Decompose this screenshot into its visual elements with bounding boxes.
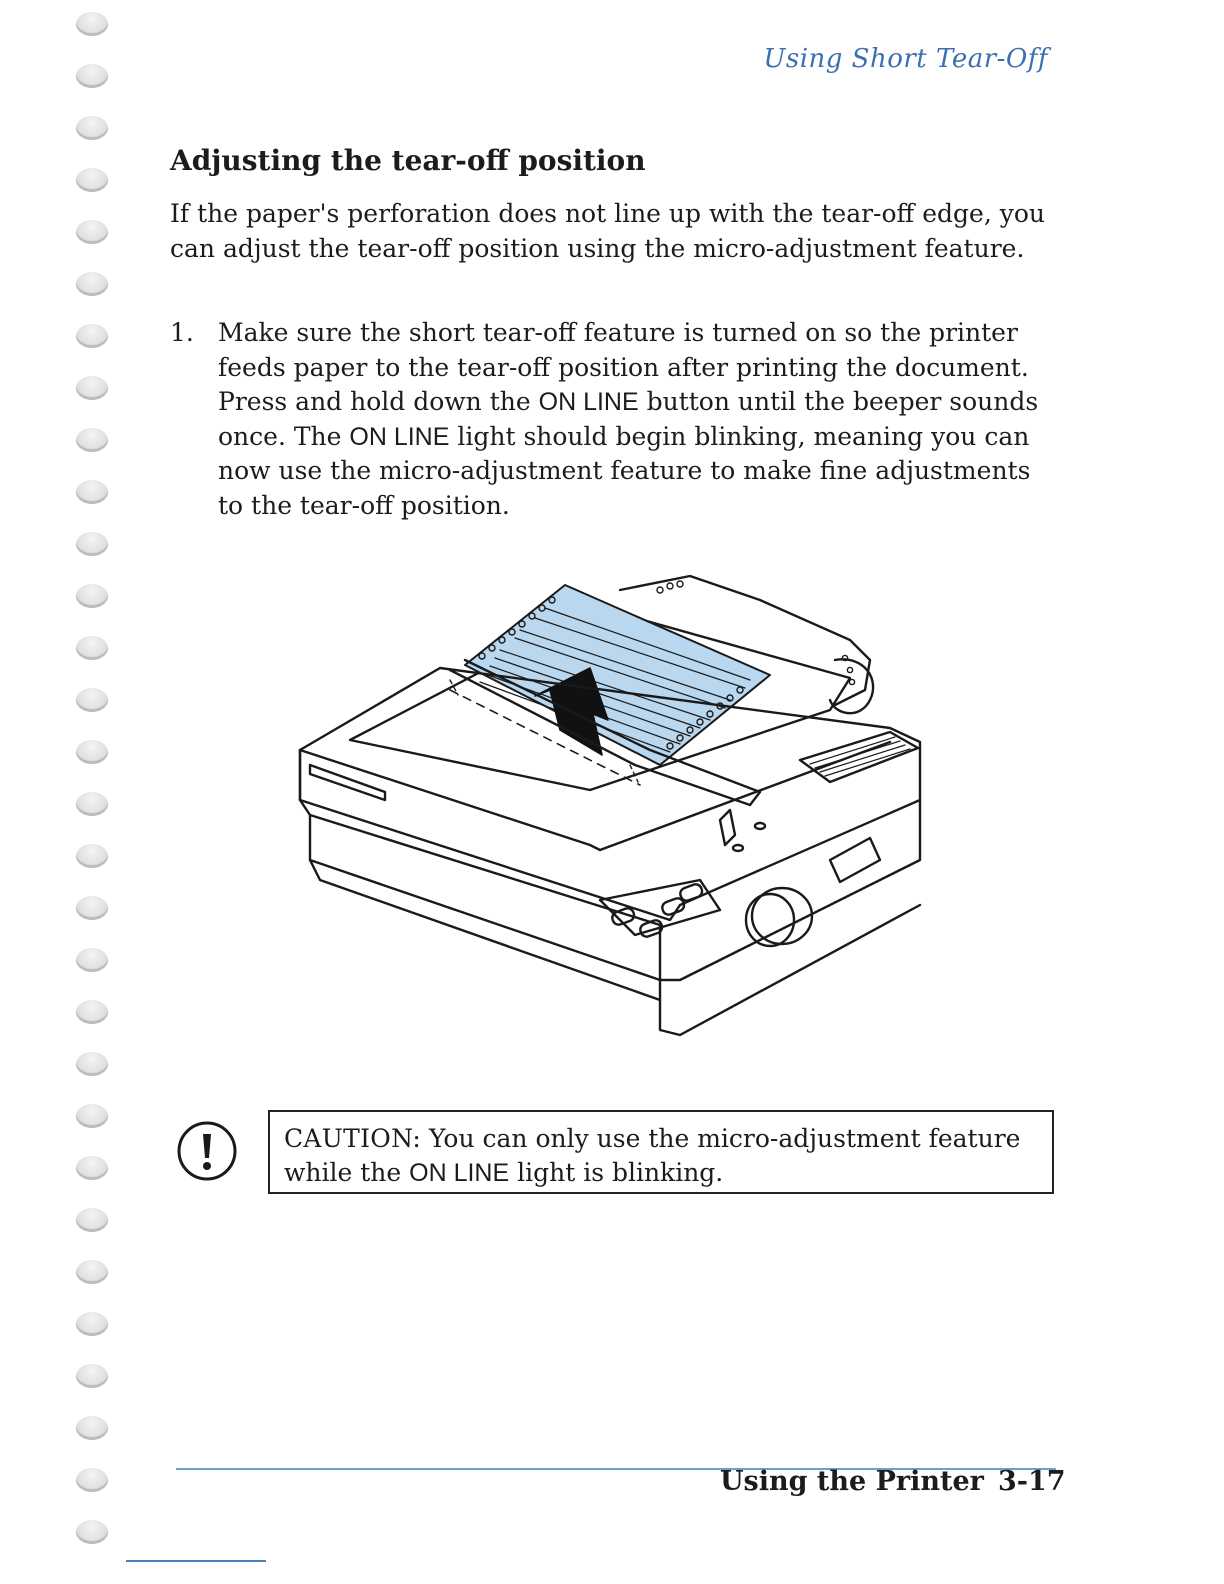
scan-edge-line xyxy=(126,1560,266,1562)
caution-text: You can only use the micro-adjustment feature while the xyxy=(284,1124,1021,1187)
binding-hole xyxy=(76,12,108,36)
printer-illustration xyxy=(290,560,930,1040)
binding-hole xyxy=(76,948,108,972)
binding-hole xyxy=(76,844,108,868)
step-text xyxy=(218,316,1050,523)
caution-text: light is blinking. xyxy=(509,1158,724,1187)
binding-hole xyxy=(76,1052,108,1076)
paper-sheet xyxy=(465,585,770,765)
binding-hole xyxy=(76,1312,108,1336)
intro-paragraph: If the paper's perforation does not line up with the tear-off edge, you can adjust the tear-off position using the micro-adjustment feature. xyxy=(170,199,1046,263)
spiral-binding xyxy=(76,12,112,1572)
step-text-part: light should begin blinking, meaning you can now use the micro-adjustment feature to make fine adjustments to the tear-off position. xyxy=(218,421,1031,520)
binding-hole xyxy=(76,740,108,764)
binding-hole xyxy=(76,896,108,920)
binding-hole xyxy=(76,64,108,88)
binding-hole xyxy=(76,428,108,452)
binding-hole xyxy=(76,376,108,400)
exclamation-circle-icon xyxy=(176,1120,238,1182)
binding-hole xyxy=(76,220,108,244)
binding-hole xyxy=(76,1416,108,1440)
binding-hole xyxy=(76,272,108,296)
on-line-light-ref: ON LINE xyxy=(409,1159,510,1187)
binding-hole xyxy=(76,1000,108,1024)
binding-hole xyxy=(76,532,108,556)
binding-hole xyxy=(76,1260,108,1284)
binding-hole xyxy=(76,1364,108,1388)
step-text-part: Make sure the short tear-off feature is turned on so the printer feeds paper to the tear-off position after printing the document. Press and hold down the xyxy=(218,318,1029,416)
running-header: Using Short Tear-Off xyxy=(763,44,1048,74)
step-1 xyxy=(170,316,1050,523)
binding-hole xyxy=(76,636,108,660)
caution-label: CAUTION: xyxy=(284,1124,422,1153)
footer-title: Using the Printer xyxy=(720,1466,984,1497)
binding-hole xyxy=(76,168,108,192)
caution-box xyxy=(268,1110,1054,1194)
binding-hole xyxy=(76,1104,108,1128)
binding-hole xyxy=(76,480,108,504)
binding-hole xyxy=(76,792,108,816)
binding-hole xyxy=(76,584,108,608)
binding-hole xyxy=(76,1156,108,1180)
binding-hole xyxy=(76,1468,108,1492)
binding-hole xyxy=(76,688,108,712)
binding-hole xyxy=(76,324,108,348)
section-title: Adjusting the tear-off position xyxy=(170,144,646,177)
on-line-button-ref: ON LINE xyxy=(538,388,639,416)
step-number: 1. xyxy=(170,318,194,347)
binding-hole xyxy=(76,1520,108,1544)
binding-hole xyxy=(76,1208,108,1232)
on-line-light-ref: ON LINE xyxy=(349,422,450,451)
page-number: 3-17 xyxy=(998,1466,1066,1497)
binding-hole xyxy=(76,116,108,140)
step-text-part: button until the beeper sounds once. The xyxy=(218,387,1039,451)
